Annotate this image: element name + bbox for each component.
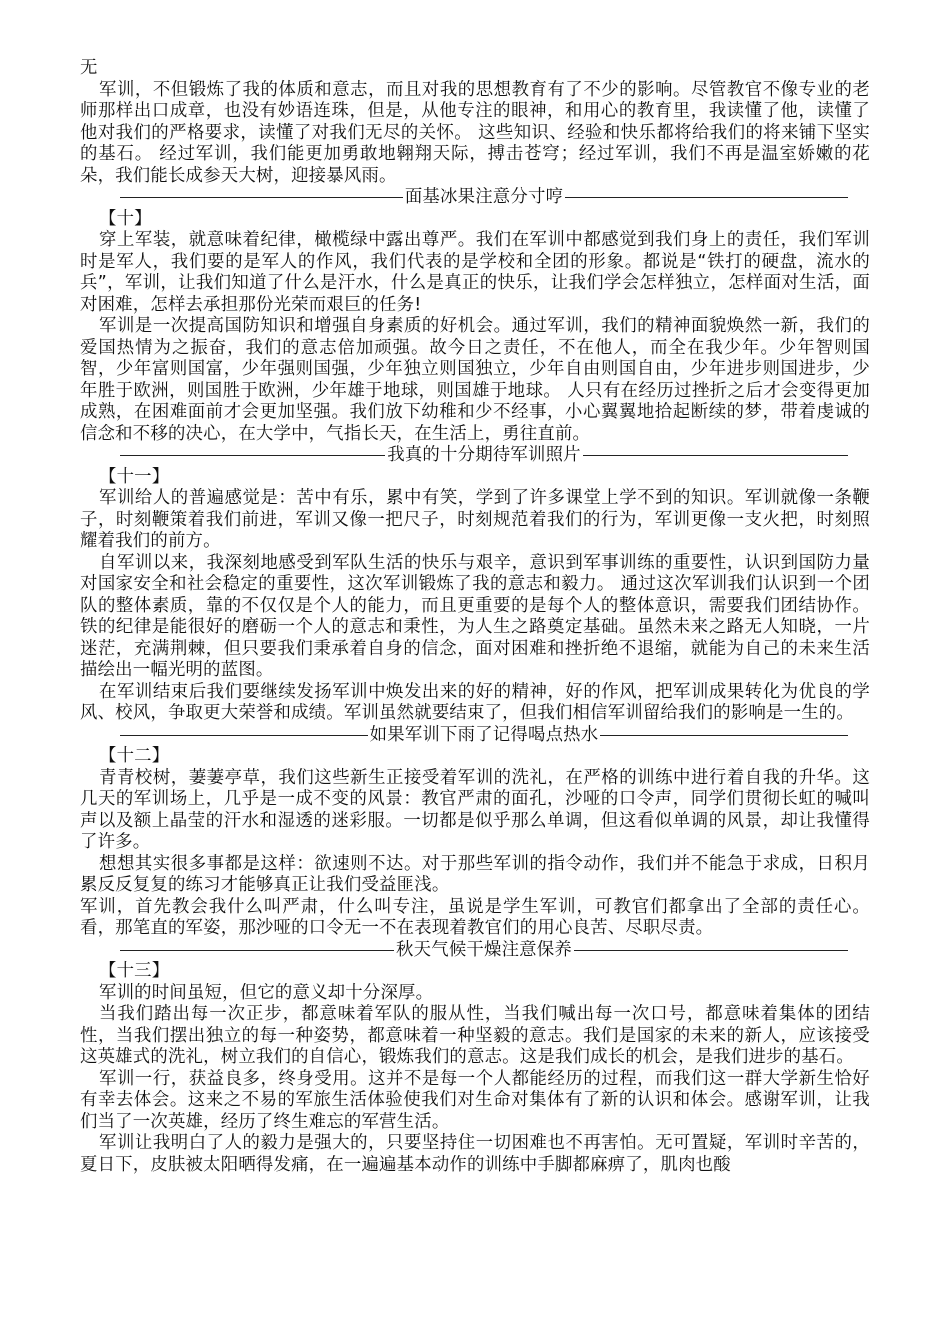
divider-rule-right: [583, 455, 848, 456]
paragraph: 当我们踏出每一次正步，都意味着军队的服从性，当我们喊出每一次口号，都意味着集体的团结性，当我们摆出独立的每一种姿势，都意味着一种坚毅的意志。我们是国家的未来的新人，应该接受这英雄式的洗礼，树立我们的自信心，锻炼我们的意志。这是我们成长的机会，是我们进步的基石。: [80, 1004, 870, 1067]
paragraph: 穿上军装，就意味着纪律，橄榄绿中露出尊严。我们在军训中都感觉到我们身上的责任，我们军训时是军人，我们要的是军人的作风，我们代表的是学校和全团的形象。都说是“铁打的硬盘，流水的兵”，军训，让我们知道了什么是汗水，什么是真正的快乐，让我们学会怎样独立，怎样面对生活，面对困难，怎样去承担那份光荣而艰巨的任务!: [80, 230, 870, 315]
section-divider: [80, 940, 870, 962]
divider-caption: 面基冰果注意分寸哼: [404, 187, 564, 207]
paragraph: 自军训以来，我深刻地感受到军队生活的快乐与艰辛，意识到军事训练的重要性，认识到国防力量对国家安全和社会稳定的重要性，这次军训锻炼了我的意志和毅力。 通过这次军训我们认识到一个团队的整体素质，靠的不仅仅是个人的能力，而且更重要的是每个人的整体意识，需要我们团结协作。 铁的纪律是能很好的磨砺一个人的意志和秉性，为人生之路奠定基础。虽然未来之路无人知晓，一片迷茫，充满荆棘，但只要我们秉承着自身的信念，面对困难和挫折绝不退缩，就能为自己的未来生活描绘出一幅光明的蓝图。: [80, 552, 870, 680]
document-section-12: [80, 725, 870, 940]
divider-rule-right: [574, 950, 848, 951]
section-heading: 【十】: [99, 208, 152, 229]
divider-rule-right: [600, 735, 848, 736]
document-section-11: [80, 445, 870, 725]
paragraph: 在军训结束后我们要继续发扬军训中焕发出来的好的精神，好的作风，把军训成果转化为优良的学风、校风，争取更大荣誉和成绩。军训虽然就要结束了，但我们相信军训留给我们的影响是一生的。: [80, 681, 870, 723]
section-divider: [80, 187, 870, 209]
paragraph: 军训一行，获益良多，终身受用。这并不是每一个人都能经历的过程，而我们这一群大学新生恰好有幸去体会。这来之不易的军旅生活体验使我们对生命对集体有了新的认识和体会。感谢军训，让我们当了一次英雄，经历了终生难忘的军营生活。: [80, 1068, 870, 1132]
paragraph: 军训是一次提高国防知识和增强自身素质的好机会。通过军训，我们的精神面貌焕然一新，我们的爱国热情为之振奋，我们的意志倍加顽强。故今日之责任，不在他人，而全在我少年。少年智则国智，少年富则国富，少年强则国强，少年独立则国独立，少年自由则国自由，少年进步则国进步，少年胜于欧洲，则国胜于欧洲，少年雄于地球，则国雄于地球。 人只有在经历过挫折之后才会变得更加成熟，在困难面前才会更加坚强。我们放下幼稚和少不经事，小心翼翼地拾起断续的梦，带着虔诚的信念和不移的决心，在大学中，气指长天，在生活上，勇往直前。: [80, 316, 870, 444]
paragraph: 无: [80, 58, 98, 78]
section-heading: 【十二】: [99, 746, 170, 766]
divider-rule-left: [120, 197, 403, 198]
section-heading: 【十三】: [99, 961, 170, 981]
paragraph: 军训让我明白了人的毅力是强大的，只要坚持住一切困难也不再害怕。无可置疑，军训时辛苦的，夏日下，皮肤被太阳晒得发痛，在一遍遍基本动作的训练中手脚都麻痹了，肌肉也酸: [80, 1133, 870, 1175]
paragraph: 想想其实很多事都是这样：欲速则不达。对于那些军训的指令动作，我们并不能急于求成，日积月累反反复复的练习才能够真正让我们受益匪浅。: [80, 853, 870, 895]
document-section-10: [80, 187, 870, 445]
divider-caption: 秋天气候干燥注意保养: [396, 939, 572, 960]
paragraph: 军训，首先教会我什么叫严肃，什么叫专注，虽说是学生军训，可教官们都拿出了全部的责任心。看，那笔直的军姿，那沙哑的口令无一不在表现着教官们的用心良苦、尽职尽责。: [80, 896, 870, 938]
document-page: [80, 58, 870, 1176]
section-divider: [80, 445, 870, 467]
section-divider: [80, 725, 870, 747]
document-section-13: [80, 940, 870, 1177]
divider-rule-left: [120, 950, 394, 951]
paragraph: 军训的时间虽短，但它的意义却十分深厚。: [99, 982, 434, 1003]
divider-caption: 我真的十分期待军训照片: [387, 445, 581, 465]
section-heading: 【十一】: [99, 466, 170, 487]
divider-caption: 如果军训下雨了记得喝点热水: [369, 724, 599, 745]
paragraph: 军训，不但锻炼了我的体质和意志，而且对我的思想教育有了不少的影响。尽管教官不像专业的老师那样出口成章，也没有妙语连珠，但是，从他专注的眼神，和用心的教育里，我读懂了他，读懂了他对我们的严格要求，读懂了对我们无尽的关怀。 这些知识、经验和快乐都将给我们的将来铺下坚实的基石。 经过军训，我们能更加勇敢地翱翔天际，搏击苍穹；经过军训，我们不再是温室娇嫩的花朵，我们能长成参天大树，迎接暴风雨。: [80, 79, 870, 186]
document-section-intro: [80, 58, 870, 187]
divider-rule-left: [120, 455, 385, 456]
paragraph: 军训给人的普遍感觉是：苦中有乐，累中有笑，学到了许多课堂上学不到的知识。军训就像一条鞭子，时刻鞭策着我们前进，军训又像一把尺子，时刻规范着我们的行为，军训更像一支火把，时刻照耀着我们的前方。: [80, 488, 870, 551]
paragraph: 青青校树，萋萋亭草，我们这些新生正接受着军训的洗礼，在严格的训练中进行着自我的升华。这几天的军训场上，几乎是一成不变的风景：教官严肃的面孔，沙哑的口令声，同学们贯彻长虹的喊叫声以及额上晶莹的汗水和湿透的迷彩服。一切都是似乎那么单调，但这看似单调的风景，却让我懂得了许多。: [80, 767, 870, 852]
divider-rule-right: [565, 197, 848, 198]
divider-rule-left: [120, 735, 368, 736]
